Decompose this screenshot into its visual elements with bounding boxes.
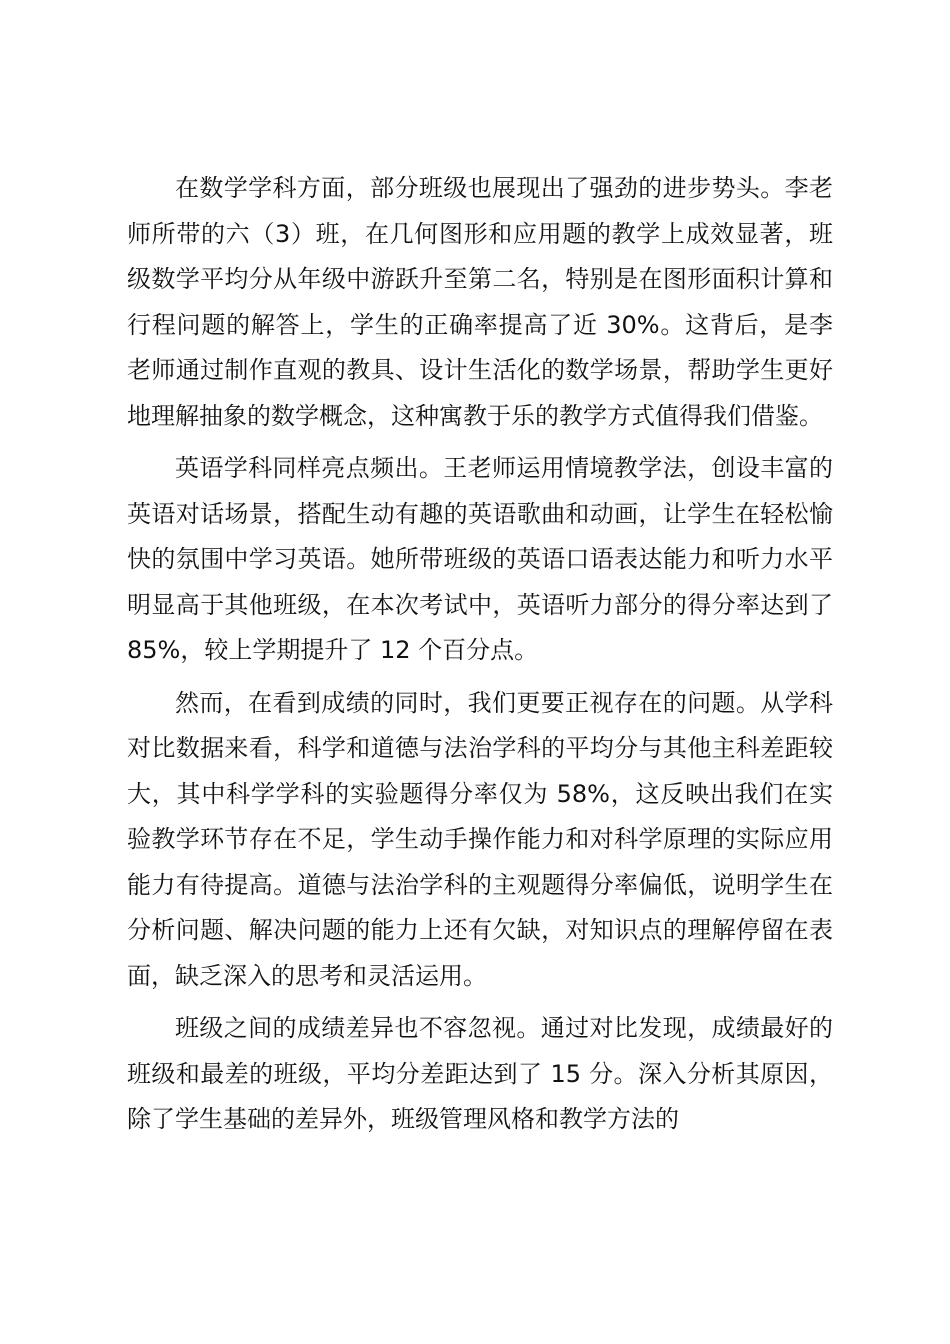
document-body: [127, 166, 833, 1150]
paragraph-problems: 然而，在看到成绩的同时，我们更要正视存在的问题。从学科对比数据来看，科学和道德与法治学科的平均分与其他主科差距较大，其中科学学科的实验题得分率仅为 58%，这反映出我们在实验教学环节存在不足，学生动手操作能力和对科学原理的实际应用能力有待提高。道德与法治学科的主观题得分率偏低，说明学生在分析问题、解决问题的能力上还有欠缺，对知识点的理解停留在表面，缺乏深入的思考和灵活运用。: [127, 688, 833, 990]
paragraph-class-differences: 班级之间的成绩差异也不容忽视。通过对比发现，成绩最好的班级和最差的班级，平均分差距达到了 15 分。深入分析其原因，除了学生基础的差异外，班级管理风格和教学方法的: [127, 1014, 833, 1133]
paragraph-math: 在数学学科方面，部分班级也展现出了强劲的进步势头。李老师所带的六（3）班，在几何图形和应用题的教学上成效显著，班级数学平均分从年级中游跃升至第二名，特别是在图形面积计算和行程问题的解答上，学生的正确率提高了近 30%。这背后，是李老师通过制作直观的教具、设计生活化的数学场景，帮助学生更好地理解抽象的数学概念，这种寓教于乐的教学方式值得我们借鉴。: [127, 174, 833, 430]
paragraph-english: 英语学科同样亮点频出。王老师运用情境教学法，创设丰富的英语对话场景，搭配生动有趣的英语歌曲和动画，让学生在轻松愉快的氛围中学习英语。她所带班级的英语口语表达能力和听力水平明显高于其他班级，在本次考试中，英语听力部分的得分率达到了 85%，较上学期提升了 12 个百分点。: [127, 454, 833, 664]
